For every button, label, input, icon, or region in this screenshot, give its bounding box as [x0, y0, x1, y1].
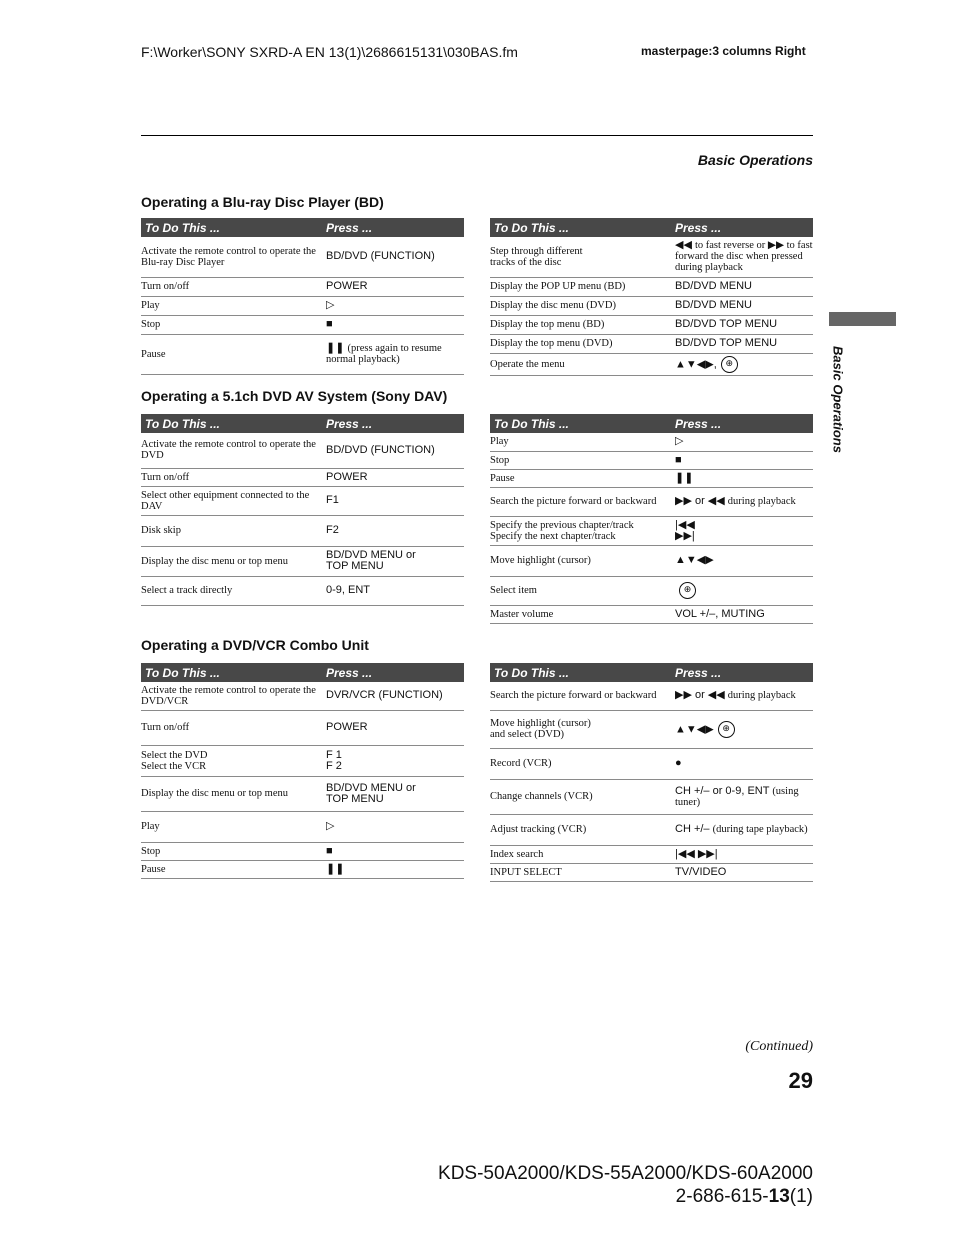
press-value: ▷ [326, 820, 335, 832]
table-row [490, 845, 813, 863]
press-cell [671, 545, 813, 576]
action-cell: Specify the previous chapter/track Specify the next chapter/track [490, 516, 671, 545]
action-cell: Display the top menu (DVD) [490, 334, 671, 353]
table-row [141, 710, 464, 745]
action-cell: Select other equipment connected to the DAV [141, 486, 322, 515]
table-row [141, 515, 464, 546]
action-cell: Search the picture forward or backward [490, 682, 671, 710]
press-cell [671, 469, 813, 487]
dav-heading: Operating a 5.1ch DVD AV System (Sony DAV) [141, 388, 448, 404]
press-cell [671, 516, 813, 545]
press-cell [322, 710, 464, 745]
action-cell: Move highlight (cursor) and select (DVD) [490, 710, 671, 748]
press-cell [671, 353, 813, 375]
press-value: BD/DVD MENU or TOP MENU [326, 549, 416, 572]
action-cell: Search the picture forward or backward [490, 487, 671, 516]
action-cell: Step through different tracks of the disc [490, 237, 671, 277]
table-row [141, 334, 464, 374]
press-value: ▶▶ or ◀◀ [675, 689, 725, 702]
action-cell: Adjust tracking (VCR) [490, 814, 671, 845]
press-cell [322, 811, 464, 842]
table-row [490, 545, 813, 576]
press-cell [322, 334, 464, 374]
press-cell [671, 277, 813, 296]
table-row [490, 433, 813, 451]
part-code-prefix: 2-686-615- [675, 1186, 769, 1207]
table-row [141, 745, 464, 776]
press-cell [671, 863, 813, 881]
col-header-do-this: To Do This ... [490, 663, 671, 682]
press-value: ◀◀ [675, 239, 692, 252]
press-value: ● [675, 757, 682, 769]
col-header-do-this: To Do This ... [141, 218, 322, 237]
press-cell [671, 451, 813, 469]
action-cell: Play [141, 296, 322, 315]
press-value: ▷ [326, 299, 335, 311]
part-code-bold: 13 [768, 1186, 790, 1207]
press-cell [322, 842, 464, 860]
press-note: to fast reverse or ▶▶ to fast forward the disc when pressed during playback [675, 240, 813, 274]
bd-right-table [490, 218, 813, 376]
enter-circle-icon: ⊕ [718, 721, 735, 738]
combo-heading: Operating a DVD/VCR Combo Unit [141, 637, 369, 653]
col-header-do-this: To Do This ... [490, 218, 671, 237]
press-value: ■ [326, 318, 333, 330]
enter-circle-icon: ⊕ [721, 356, 738, 373]
model-footer [438, 1162, 813, 1208]
action-cell: Stop [490, 451, 671, 469]
table-row [141, 296, 464, 315]
action-cell: Display the disc menu or top menu [141, 776, 322, 811]
press-cell [322, 433, 464, 468]
action-cell: Play [141, 811, 322, 842]
press-cell [671, 682, 813, 710]
table-row [490, 451, 813, 469]
action-cell: Turn on/off [141, 468, 322, 486]
table-row [141, 486, 464, 515]
action-cell: Index search [490, 845, 671, 863]
action-cell: Stop [141, 842, 322, 860]
table-row [490, 682, 813, 710]
table-row [141, 237, 464, 277]
press-value: CH +/– [675, 823, 710, 835]
table-row [141, 842, 464, 860]
action-cell: Record (VCR) [490, 748, 671, 779]
press-value: CH +/– or 0-9, ENT [675, 784, 770, 797]
table-row [490, 469, 813, 487]
action-cell: Activate the remote control to operate the DVD [141, 433, 322, 468]
col-header-press: Press ... [322, 663, 464, 682]
press-cell [322, 515, 464, 546]
press-note: during playback [727, 690, 796, 702]
press-cell [322, 860, 464, 878]
table-row [490, 277, 813, 296]
action-cell: Activate the remote control to operate the Blu-ray Disc Player [141, 237, 322, 277]
press-value: F 1 F 2 [326, 748, 342, 772]
press-cell [671, 779, 813, 814]
action-cell: Move highlight (cursor) [490, 545, 671, 576]
action-cell: Select item [490, 576, 671, 605]
action-cell: Turn on/off [141, 277, 322, 296]
col-header-press: Press ... [671, 414, 813, 433]
press-value: POWER [326, 470, 368, 483]
table-row [141, 315, 464, 334]
col-header-do-this: To Do This ... [490, 414, 671, 433]
press-note: during playback [727, 496, 796, 507]
action-cell: Display the disc menu (DVD) [490, 296, 671, 315]
action-cell: Display the disc menu or top menu [141, 546, 322, 576]
press-value: ▲▼◀▶ [675, 554, 714, 566]
table-row [490, 779, 813, 814]
table-row [141, 468, 464, 486]
action-cell: Select the DVD Select the VCR [141, 745, 322, 776]
table-row [490, 863, 813, 881]
press-value: ▷ [675, 435, 684, 448]
press-value: POWER [326, 280, 368, 292]
enter-circle-icon: ⊕ [679, 582, 696, 599]
table-row [141, 433, 464, 468]
file-path: F:\Worker\SONY SXRD-A EN 13(1)\2686615131\030BAS.fm [141, 44, 518, 60]
press-value: POWER [326, 721, 368, 733]
table-row [141, 811, 464, 842]
press-note: (using tuner) [675, 785, 799, 808]
press-cell [322, 486, 464, 515]
dav-right-table [490, 414, 813, 624]
press-value: BD/DVD (FUNCTION) [326, 443, 435, 456]
action-cell: INPUT SELECT [490, 863, 671, 881]
press-cell [322, 682, 464, 710]
col-header-press: Press ... [671, 218, 813, 237]
table-row [490, 814, 813, 845]
table-row [141, 776, 464, 811]
press-cell [322, 745, 464, 776]
table-row [490, 296, 813, 315]
press-cell [671, 487, 813, 516]
action-cell: Pause [141, 860, 322, 878]
table-row [490, 334, 813, 353]
press-cell [322, 468, 464, 486]
model-line: KDS-50A2000/KDS-55A2000/KDS-60A2000 [438, 1163, 813, 1184]
action-cell: Stop [141, 315, 322, 334]
table-row [490, 353, 813, 375]
action-cell: Disk skip [141, 515, 322, 546]
col-header-press: Press ... [322, 218, 464, 237]
press-cell [322, 776, 464, 811]
press-cell [671, 748, 813, 779]
press-cell [322, 546, 464, 576]
press-value: BD/DVD TOP MENU [675, 318, 778, 330]
press-value: ❚❚ [326, 862, 345, 875]
table-row [141, 546, 464, 576]
action-cell: Pause [490, 469, 671, 487]
press-value: ❚❚ [326, 342, 345, 354]
press-value: |◀◀ ▶▶| [675, 518, 695, 542]
action-cell: Activate the remote control to operate the DVD/VCR [141, 682, 322, 710]
press-cell [671, 710, 813, 748]
press-cell [671, 315, 813, 334]
col-header-press: Press ... [671, 663, 813, 682]
press-value: BD/DVD MENU [675, 280, 753, 292]
press-cell [322, 277, 464, 296]
press-value: BD/DVD MENU or TOP MENU [326, 781, 416, 805]
press-cell [671, 296, 813, 315]
press-value: TV/VIDEO [675, 865, 727, 878]
press-note: (during tape playback) [712, 824, 808, 835]
action-cell: Play [490, 433, 671, 451]
table-row [490, 315, 813, 334]
table-row [141, 277, 464, 296]
col-header-do-this: To Do This ... [141, 414, 322, 433]
dav-left-table [141, 414, 464, 606]
press-value: ■ [675, 453, 682, 466]
press-value: BD/DVD TOP MENU [675, 337, 778, 349]
press-value: ▶▶ or ◀◀ [675, 495, 725, 507]
table-row [490, 516, 813, 545]
press-value: ▲▼◀▶ [675, 722, 714, 735]
press-value: VOL +/–, MUTING [675, 607, 765, 620]
table-row [490, 487, 813, 516]
table-row [490, 237, 813, 277]
press-cell [671, 237, 813, 277]
side-tab-label: Basic Operations [830, 346, 846, 453]
press-cell [671, 576, 813, 605]
press-cell [671, 334, 813, 353]
table-row [141, 576, 464, 605]
press-value: ■ [326, 844, 333, 857]
press-cell [322, 576, 464, 605]
action-cell: Operate the menu [490, 353, 671, 375]
table-row [490, 748, 813, 779]
continued-note: (Continued) [745, 1039, 813, 1054]
table-row [490, 710, 813, 748]
action-cell: Change channels (VCR) [490, 779, 671, 814]
side-tab-bar [829, 312, 896, 326]
table-row [490, 576, 813, 605]
action-cell: Select a track directly [141, 576, 322, 605]
top-rule [141, 135, 813, 136]
press-cell [322, 296, 464, 315]
press-value: ▲▼◀▶, [675, 357, 717, 370]
action-cell: Turn on/off [141, 710, 322, 745]
press-note: (press again to resume normal playback) [326, 343, 442, 365]
table-row [141, 682, 464, 710]
section-title: Basic Operations [697, 152, 813, 168]
press-value: ❚❚ [675, 471, 694, 484]
part-code [438, 1185, 813, 1208]
press-value: BD/DVD (FUNCTION) [326, 250, 435, 263]
action-cell: Master volume [490, 605, 671, 623]
press-cell [671, 433, 813, 451]
press-cell [671, 605, 813, 623]
table-row [141, 860, 464, 878]
part-code-suffix: (1) [789, 1186, 813, 1207]
combo-right-table [490, 663, 813, 882]
col-header-do-this: To Do This ... [141, 663, 322, 682]
press-cell [322, 315, 464, 334]
page-number: 29 [788, 1068, 813, 1093]
press-value: F1 [326, 494, 339, 506]
press-cell [671, 814, 813, 845]
bd-heading: Operating a Blu-ray Disc Player (BD) [141, 194, 384, 210]
combo-left-table [141, 663, 464, 879]
action-cell: Display the top menu (BD) [490, 315, 671, 334]
press-value: F2 [326, 524, 339, 536]
table-row [490, 605, 813, 623]
press-cell [322, 237, 464, 277]
action-cell: Pause [141, 334, 322, 374]
press-cell [671, 845, 813, 863]
press-value: DVR/VCR (FUNCTION) [326, 689, 443, 702]
press-value: BD/DVD MENU [675, 299, 753, 311]
masterpage-label: masterpage:3 columns Right [641, 44, 806, 58]
col-header-press: Press ... [322, 414, 464, 433]
action-cell: Display the POP UP menu (BD) [490, 277, 671, 296]
press-value: 0-9, ENT [326, 584, 371, 596]
bd-left-table [141, 218, 464, 375]
press-value: |◀◀ ▶▶| [675, 847, 718, 860]
